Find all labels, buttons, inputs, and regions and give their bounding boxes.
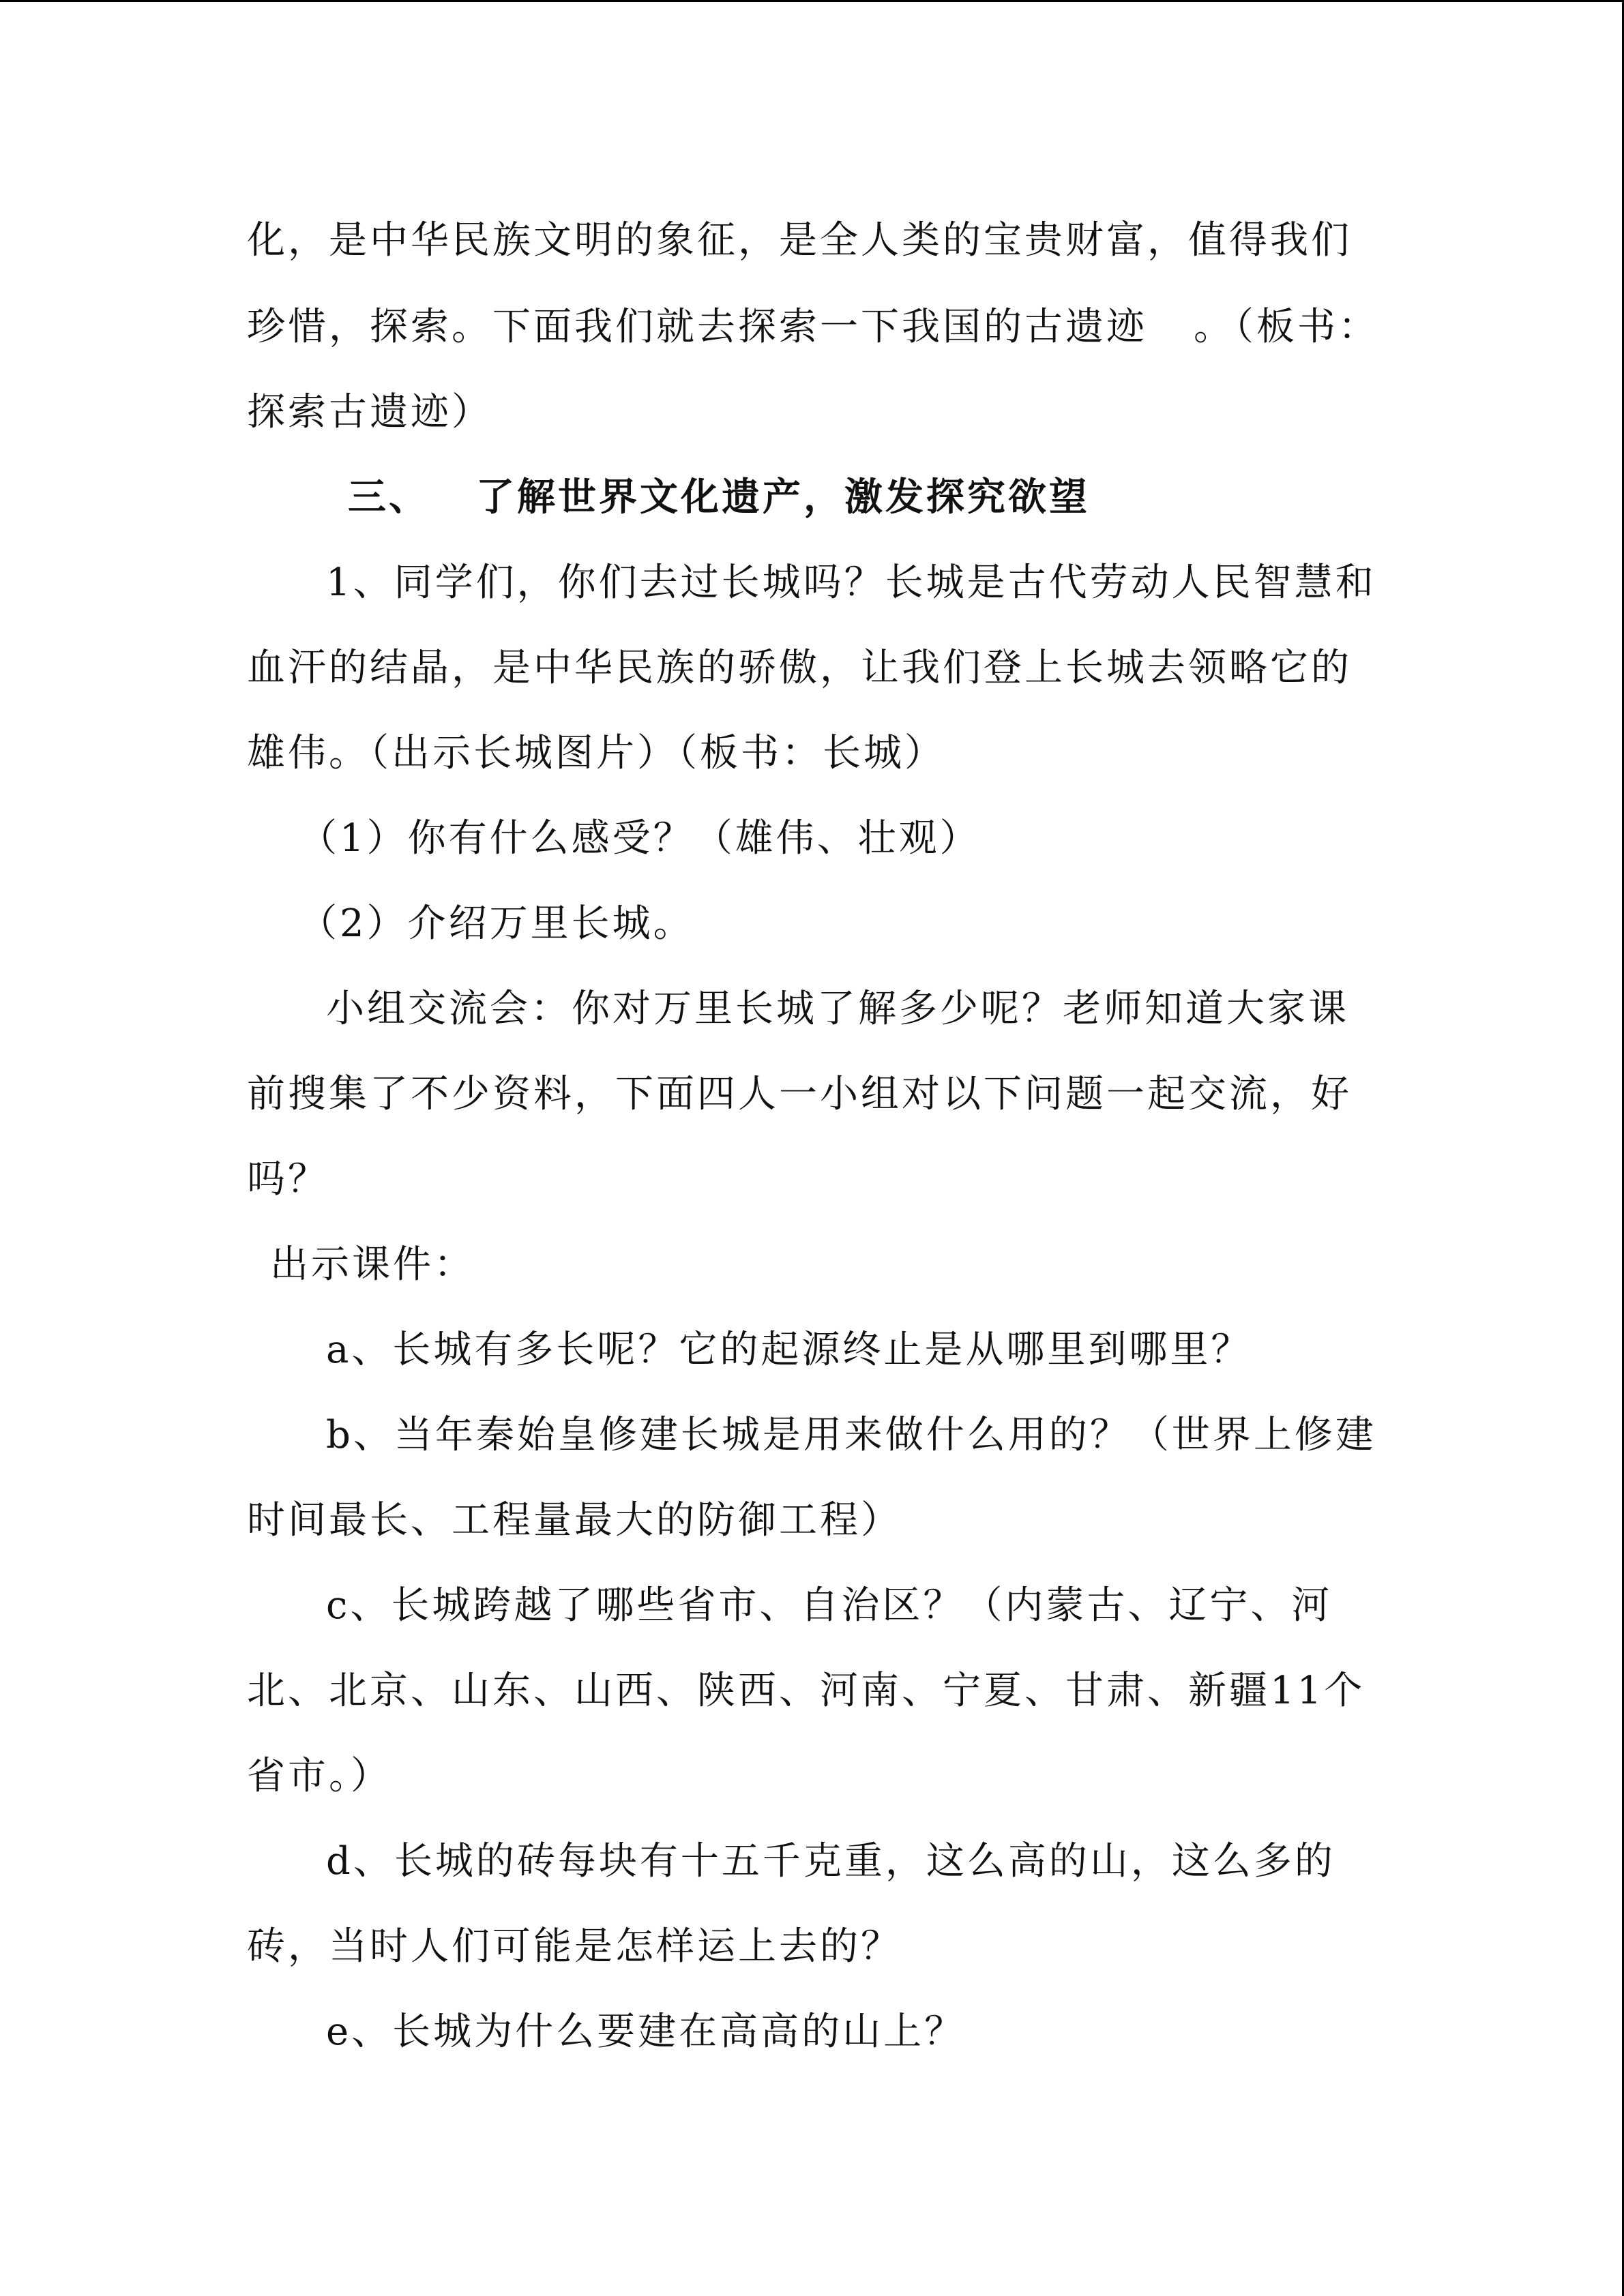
paragraph-line: 省市。）	[247, 1754, 392, 1798]
paragraph-line: 砖，当时人们可能是怎样运上去的？	[247, 1924, 902, 1969]
list-item: （2）介绍万里长城。	[299, 901, 694, 946]
section-number: 三、	[348, 475, 430, 520]
paragraph-line: 出示课件：	[270, 1242, 475, 1287]
paragraph-line: 探索古遗迹）	[247, 390, 492, 434]
list-item: （1）你有什么感受？（雄伟、壮观）	[299, 816, 981, 861]
paragraph-line: 小组交流会：你对万里长城了解多少呢？老师知道大家课	[326, 987, 1349, 1031]
question-item: d、长城的砖每块有十五千克重，这么高的山，这么多的	[326, 1839, 1335, 1883]
question-item: b、当年秦始皇修建长城是用来做什么用的？（世界上修建	[326, 1413, 1376, 1457]
section-heading: 了解世界文化遗产，激发探究欲望	[476, 475, 1090, 520]
paragraph-line: 雄伟。（出示长城图片）（板书：长城）	[247, 731, 945, 775]
paragraph-line: 血汗的结晶，是中华民族的骄傲，让我们登上长城去领略它的	[247, 646, 1352, 690]
question-item: c、长城跨越了哪些省市、自治区？（内蒙古、辽宁、河	[326, 1583, 1333, 1628]
paragraph-line: 北、北京、山东、山西、陕西、河南、宁夏、甘肃、新疆11个	[247, 1669, 1365, 1713]
paragraph-line: 吗？	[247, 1157, 329, 1202]
question-item: a、长城有多长呢？它的起源终止是从哪里到哪里？	[326, 1328, 1252, 1372]
question-item: e、长城为什么要建在高高的山上？	[326, 2010, 966, 2054]
paragraph-line: 时间最长、工程量最大的防御工程）	[247, 1498, 902, 1542]
paragraph-line: 前搜集了不少资料，下面四人一小组对以下问题一起交流，好	[247, 1072, 1352, 1116]
paragraph-line: 1、同学们，你们去过长城吗？长城是古代劳动人民智慧和	[326, 561, 1376, 605]
paragraph-line-continuation: 。（板书：	[1194, 305, 1379, 349]
paragraph-line: 珍惜，探索。下面我们就去探索一下我国的古遗迹	[247, 305, 1147, 349]
paragraph-line: 化，是中华民族文明的象征，是全人类的宝贵财富，值得我们	[247, 218, 1352, 263]
